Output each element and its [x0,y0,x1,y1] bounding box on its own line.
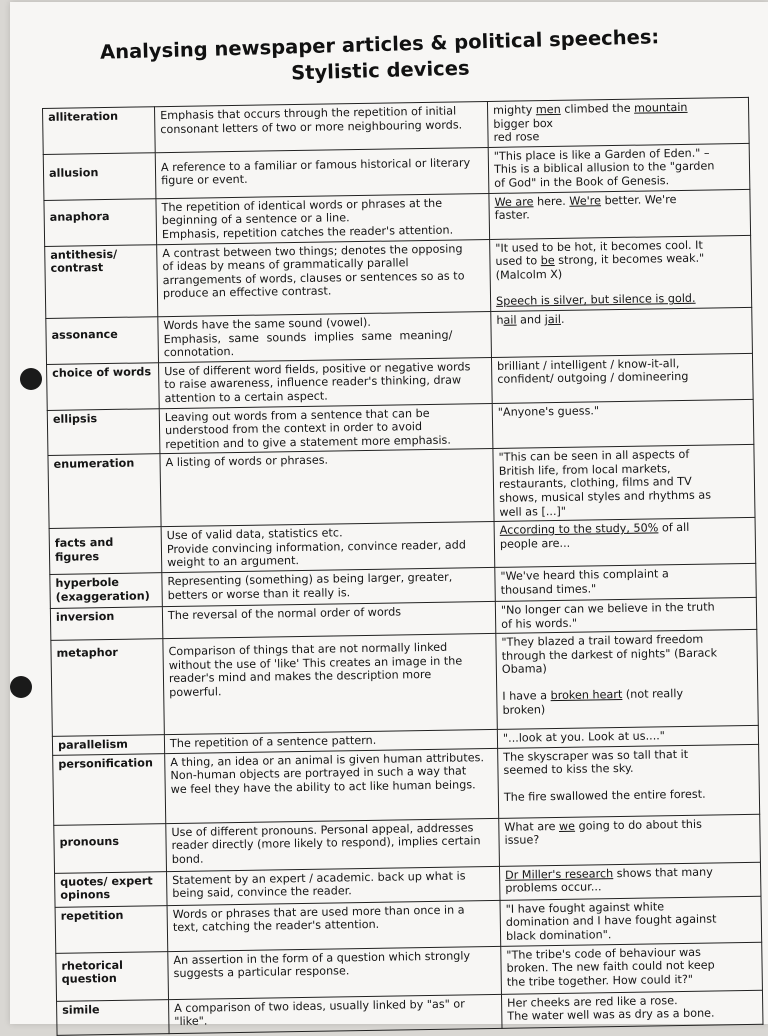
definition-line: Representing (something) as being larger, greater, [167,570,453,589]
device-definition [169,994,502,1033]
device-example [500,896,762,946]
definition-line: being said, convince the reader. [172,884,352,901]
example-line: British life, from local markets, [498,462,671,478]
definition-line: The repetition of a sentence pattern. [169,734,377,751]
device-example [495,563,757,601]
example-line: "Anyone's guess." [497,403,600,419]
device-term: antithesis/ contrast [45,244,158,318]
example-line: restaurants, clothing, films and TV [498,475,692,492]
example-line: "This can be seen in all aspects of [498,448,690,465]
example-line: "...look at you. Look at us...." [502,729,666,746]
example-line: "This place is like a Garden of Eden." – [493,146,710,163]
definition-line: weight to an argument. [167,554,300,570]
example-line: We are here. We're better. We're [494,192,677,209]
device-term: facts and figures [49,527,162,575]
device-term: pronouns [54,823,167,873]
stylistic-devices-table [42,97,763,1036]
example-line: What are we going to do about this [504,817,702,834]
device-example [499,862,761,900]
example-line: hail and jail. [496,312,565,327]
example-line: confident/ outgoing / domineering [497,370,689,387]
device-definition [167,900,501,951]
punch-hole-lower [10,676,32,698]
device-term: enumeration [48,454,161,529]
device-term: inversion [50,607,162,641]
device-term: alliteration [43,107,156,155]
device-definition [165,748,499,823]
example-line: people are... [499,536,571,551]
example-line: seemed to kiss the sky. [503,762,634,778]
device-term: quotes/ expert opinons [55,871,168,907]
definition-line: Leaving out words from a sentence that can be [164,406,430,424]
example-line: This is a biblical allusion to the "garden [493,159,715,177]
example-line: broken. The new faith could not keep [506,958,715,976]
device-example [494,518,756,568]
example-line: "They blazed a trail toward freedom [501,632,704,650]
title-line-1: Analysing newspaper articles & political speeches: [99,25,660,64]
definition-line: "like". [174,1014,208,1029]
example-line: shows, musical styles and rhythms as [499,488,712,505]
title-line-2: Stylistic devices [290,56,470,85]
definition-line: produce an effective contrast. [162,284,332,301]
example-line: Obama) [501,662,547,677]
definition-line: understood from the context in order to avoid [164,420,423,438]
example-line: The skyscraper was so tall that it [503,747,689,764]
definition-line: A reference to a familiar or famous historical or literary [160,156,471,174]
device-term: choice of words [47,362,160,410]
device-example [490,235,752,311]
example-line: of God" in the Book of Genesis. [494,174,670,190]
example-line: Her cheeks are red like a rose. [507,993,678,1010]
example-line: "I have fought against white [505,900,665,916]
definition-line: consonant letters of two or more neighbouring words. [160,117,463,136]
device-term: repetition [55,905,168,953]
device-definition [159,403,493,454]
device-definition [159,357,493,408]
example-line: The fire swallowed the entire forest. [503,787,706,804]
example-line: "It used to be hot, it becomes cool. It [495,238,703,255]
definition-line: Statement by an expert / academic. back up what is [172,869,466,887]
definition-line: The reversal of the normal order of words [167,605,402,623]
device-term: hyperbole (exaggeration) [50,573,163,609]
definition-line: Emphasis, repetition catches the reader's attention. [161,223,454,242]
definition-line: Emphasis, same sounds implies same meaning/ [163,328,453,346]
definition-line: arrangements of words, clauses or sentences so as to [162,269,465,287]
device-definition [160,449,494,527]
definition-line: reader's mind and makes the description more [168,668,432,686]
example-line: domination and I have fought against [505,912,717,930]
example-line: problems occur... [505,880,602,896]
example-line: mighty men climbed the mountain [492,100,688,117]
definition-line: attention to a certain aspect. [164,389,328,406]
definition-line: Words have the same sound (vowel). [163,315,372,333]
example-line: broken) [502,702,546,717]
definition-line: reader directly (more likely to respond), implies certain [171,834,481,853]
example-line: The water well was as dry as a bone. [507,1006,715,1024]
device-example [492,399,754,449]
definition-line: to raise awareness, influence reader's thinking, draw [164,373,462,392]
table-row [51,630,758,737]
example-line: used to be strong, it becomes weak." [495,251,705,269]
device-example [496,630,758,730]
definition-line: An assertion in the form of a question which strongly [173,949,471,967]
definition-line: Provide convincing information, convince reader, add [166,538,466,556]
device-definition [158,311,492,362]
device-example [499,814,761,866]
device-example [489,189,751,239]
example-line: thousand times." [500,581,597,597]
device-example [498,744,760,818]
example-line: the tribe together. How could it?" [506,972,694,989]
example-line: issue? [504,833,540,848]
example-line: "We've heard this complaint a [500,567,669,583]
definition-line: A listing of words or phrases. [165,453,329,470]
definition-line: Use of different pronouns. Personal appeal, addresses [171,821,474,839]
definition-line: Use of valid data, statistics etc. [166,526,343,543]
definition-line: without the use of 'like' This creates an image in the [168,654,463,672]
device-definition [168,946,502,999]
definition-line: suggests a particular response. [173,964,350,981]
device-term: allusion [43,153,156,201]
device-term: rhetorical question [56,951,169,1001]
device-definition [161,522,495,573]
device-term: ellipsis [47,408,160,456]
device-definition [157,239,491,317]
device-term: metaphor [51,639,164,737]
definition-line: Use of different word fields, positive or negative words [164,360,471,378]
example-line: black domination". [505,928,612,943]
table-row [48,445,755,529]
definition-line: Emphasis that occurs through the repetition of initial [160,104,457,123]
definition-line: figure or event. [161,173,248,188]
example-line: "No longer can we believe in the truth [500,600,715,617]
device-definition [156,193,490,244]
definition-line: powerful. [169,685,222,700]
definition-line: betters or worse than it really is. [167,585,351,602]
definition-line: connotation. [163,345,235,360]
definition-line: A comparison of two ideas, usually linked by "as" or [174,997,465,1015]
device-term: assonance [46,317,159,365]
device-definition [162,567,495,606]
device-example [488,143,750,193]
example-line: of his words." [501,616,578,631]
device-example [495,597,756,633]
example-line: I have a broken heart (not really [502,687,684,703]
device-example [491,353,753,403]
device-example [501,990,763,1028]
device-term: parallelism [52,735,164,755]
definition-line: Comparison of things that are not normally linked [168,640,448,659]
example-line: According to the study, 50% of all [499,521,690,538]
device-term: personification [53,753,166,825]
device-definition [154,102,488,153]
device-definition [163,634,497,735]
example-line: Dr Miller's research shows that many [505,865,713,882]
example-line: well as [...]" [499,504,567,519]
device-example [501,942,763,994]
example-line: red rose [493,130,540,145]
definition-line: The repetition of identical words or phrases at the [161,196,443,214]
definition-line: text, catching the reader's attention. [172,918,380,935]
table-row [45,235,752,318]
definition-line: A thing, an idea or an animal is given human attributes. [170,750,485,769]
example-line: bigger box [493,116,554,131]
definition-line: beginning of a sentence or a line. [161,211,350,228]
device-definition [162,601,495,638]
definition-line: repetition and to give a statement more emphasis. [165,433,451,451]
definition-line: we feel they have the ability to act like human beings. [170,778,476,797]
punch-hole-upper [20,368,42,390]
device-definition [167,866,500,905]
definition-line: bond. [171,852,204,867]
example-line: "The tribe's code of behaviour was [506,945,701,962]
definition-line: A contrast between two things; denotes the opposing [162,241,463,260]
device-example [491,307,753,357]
example-line: brilliant / intelligent / know-it-all, [497,356,680,373]
device-term: anaphora [44,199,157,247]
device-example [493,445,755,522]
example-line: (Malcolm X) [495,267,563,282]
device-term: simile [57,999,170,1035]
device-example [487,97,749,147]
example-line: Speech is silver, but silence is gold. [495,292,696,309]
device-definition [155,147,489,198]
table-row [53,744,760,825]
example-line: through the darkest of nights" (Barack [501,646,718,663]
example-line: faster. [494,208,530,223]
definition-line: Words or phrases that are used more than once in a [172,903,465,921]
definition-line: Non-human objects are portrayed in such a way that [170,764,467,783]
device-definition [166,818,500,871]
definition-line: of ideas by means of grammatically parallel [162,256,409,274]
